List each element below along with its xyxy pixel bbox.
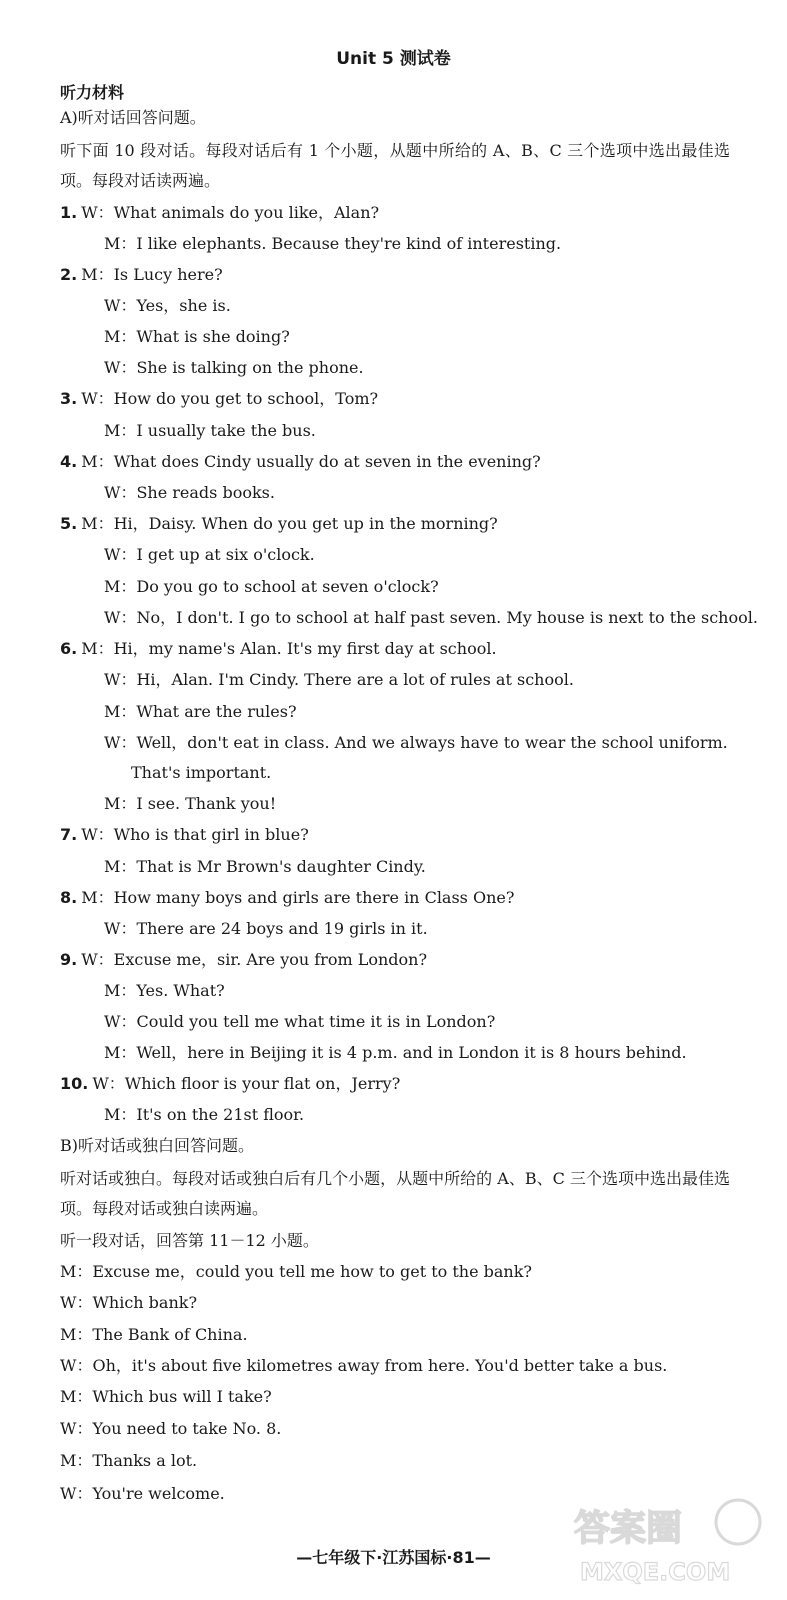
dialogue-number: 3. bbox=[60, 389, 78, 408]
dialogue-number: 1. bbox=[60, 203, 78, 222]
conversation-line-8: W：You're welcome. bbox=[60, 1484, 225, 1503]
conversation-line-6: W：You need to take No. 8. bbox=[60, 1419, 282, 1438]
dialogue-number: 2. bbox=[60, 265, 78, 284]
conversation-line-5: M：Which bus will I take? bbox=[60, 1387, 272, 1406]
dialogue-2-line-1: 2. M：Is Lucy here? bbox=[60, 265, 223, 284]
conversation-line-7: M：Thanks a lot. bbox=[60, 1451, 198, 1470]
dialogue-7-line-1: 7. W：Who is that girl in blue? bbox=[60, 825, 309, 844]
dialogue-4-line-2: W：She reads books. bbox=[104, 483, 275, 502]
section-heading: 听力材料 bbox=[60, 83, 125, 102]
watermark-logo bbox=[566, 1496, 776, 1586]
conversation-line-4: W：Oh，it's about five kilometres away from here. You'd better take a bus. bbox=[60, 1356, 668, 1375]
dialogue-4-line-1: 4. M：What does Cindy usually do at seven in the evening? bbox=[60, 452, 541, 471]
dialogue-number: 10. bbox=[60, 1074, 89, 1093]
dialogue-6-line-6: M：I see. Thank you! bbox=[104, 794, 277, 813]
part-b-heading: B)听对话或独白回答问题。 bbox=[60, 1136, 255, 1155]
dialogue-6-line-5: That's important. bbox=[131, 763, 272, 782]
dialogue-8-line-2: W：There are 24 boys and 19 girls in it. bbox=[104, 919, 428, 938]
dialogue-3-line-2: M：I usually take the bus. bbox=[104, 421, 316, 440]
dialogue-number: 7. bbox=[60, 825, 78, 844]
conversation-line-2: W：Which bank? bbox=[60, 1293, 198, 1312]
dialogue-10-line-1: 10. W：Which floor is your flat on，Jerry? bbox=[60, 1074, 401, 1093]
dialogue-number: 6. bbox=[60, 639, 78, 658]
dialogue-8-line-1: 8. M：How many boys and girls are there in Class One? bbox=[60, 888, 515, 907]
dialogue-5-line-3: M：Do you go to school at seven o'clock? bbox=[104, 577, 439, 596]
dialogue-1-line-1: 1. W：What animals do you like，Alan? bbox=[60, 203, 380, 222]
dialogue-6-line-2: W：Hi，Alan. I'm Cindy. There are a lot of rules at school. bbox=[104, 670, 574, 689]
dialogue-number: 8. bbox=[60, 888, 78, 907]
dialogue-9-line-4: M：Well，here in Beijing it is 4 p.m. and in London it is 8 hours behind. bbox=[104, 1043, 687, 1062]
dialogue-1-line-2: M：I like elephants. Because they're kind of interesting. bbox=[104, 234, 562, 253]
conversation-line-1: M：Excuse me，could you tell me how to get to the bank? bbox=[60, 1262, 533, 1281]
dialogue-number: 5. bbox=[60, 514, 78, 533]
conversation-line-3: M：The Bank of China. bbox=[60, 1325, 248, 1344]
dialogue-5-line-2: W：I get up at six o'clock. bbox=[104, 545, 315, 564]
dialogue-number: 4. bbox=[60, 452, 78, 471]
dialogue-number: 9. bbox=[60, 950, 78, 969]
watermark-text-main: 答案圈 bbox=[574, 1508, 683, 1549]
dialogue-6-line-4: W：Well，don't eat in class. And we always have to wear the school uniform. bbox=[104, 733, 728, 752]
dialogue-7-line-2: M：That is Mr Brown's daughter Cindy. bbox=[104, 857, 426, 876]
dialogue-2-line-4: W：She is talking on the phone. bbox=[104, 358, 364, 377]
dialogue-5-line-4: W：No，I don't. I go to school at half past seven. My house is next to the school. bbox=[104, 608, 758, 627]
part-b-subheading: 听一段对话，回答第 11－12 小题。 bbox=[60, 1231, 319, 1250]
watermark-badge-icon bbox=[716, 1500, 760, 1544]
dialogue-6-line-1: 6. M：Hi，my name's Alan. It's my first day at school. bbox=[60, 639, 497, 658]
dialogue-5-line-1: 5. M：Hi，Daisy. When do you get up in the morning? bbox=[60, 514, 498, 533]
part-b-instructions: 听对话或独白。每段对话或独白后有几个小题，从题中所给的 A、B、C 三个选项中选出最佳选项。每段对话或独白读两遍。 bbox=[60, 1169, 730, 1218]
dialogue-3-line-1: 3. W：How do you get to school，Tom? bbox=[60, 389, 379, 408]
dialogue-9-line-3: W：Could you tell me what time it is in London? bbox=[104, 1012, 496, 1031]
part-a-instructions: 听下面 10 段对话。每段对话后有 1 个小题，从题中所给的 A、B、C 三个选项中选出最佳选项。每段对话读两遍。 bbox=[60, 141, 730, 190]
page-footer: —七年级下·江苏国标·81— bbox=[296, 1548, 491, 1567]
page-title: Unit 5 测试卷 bbox=[336, 49, 451, 69]
dialogue-9-line-1: 9. W：Excuse me，sir. Are you from London? bbox=[60, 950, 428, 969]
dialogue-2-line-3: M：What is she doing? bbox=[104, 327, 290, 346]
dialogue-6-line-3: M：What are the rules? bbox=[104, 702, 297, 721]
dialogue-10-line-2: M：It's on the 21st floor. bbox=[104, 1105, 305, 1124]
dialogue-2-line-2: W：Yes，she is. bbox=[104, 296, 231, 315]
part-a-heading: A)听对话回答问题。 bbox=[60, 108, 206, 127]
dialogue-9-line-2: M：Yes. What? bbox=[104, 981, 225, 1000]
watermark-text-url: MXQE.COM bbox=[580, 1558, 731, 1586]
